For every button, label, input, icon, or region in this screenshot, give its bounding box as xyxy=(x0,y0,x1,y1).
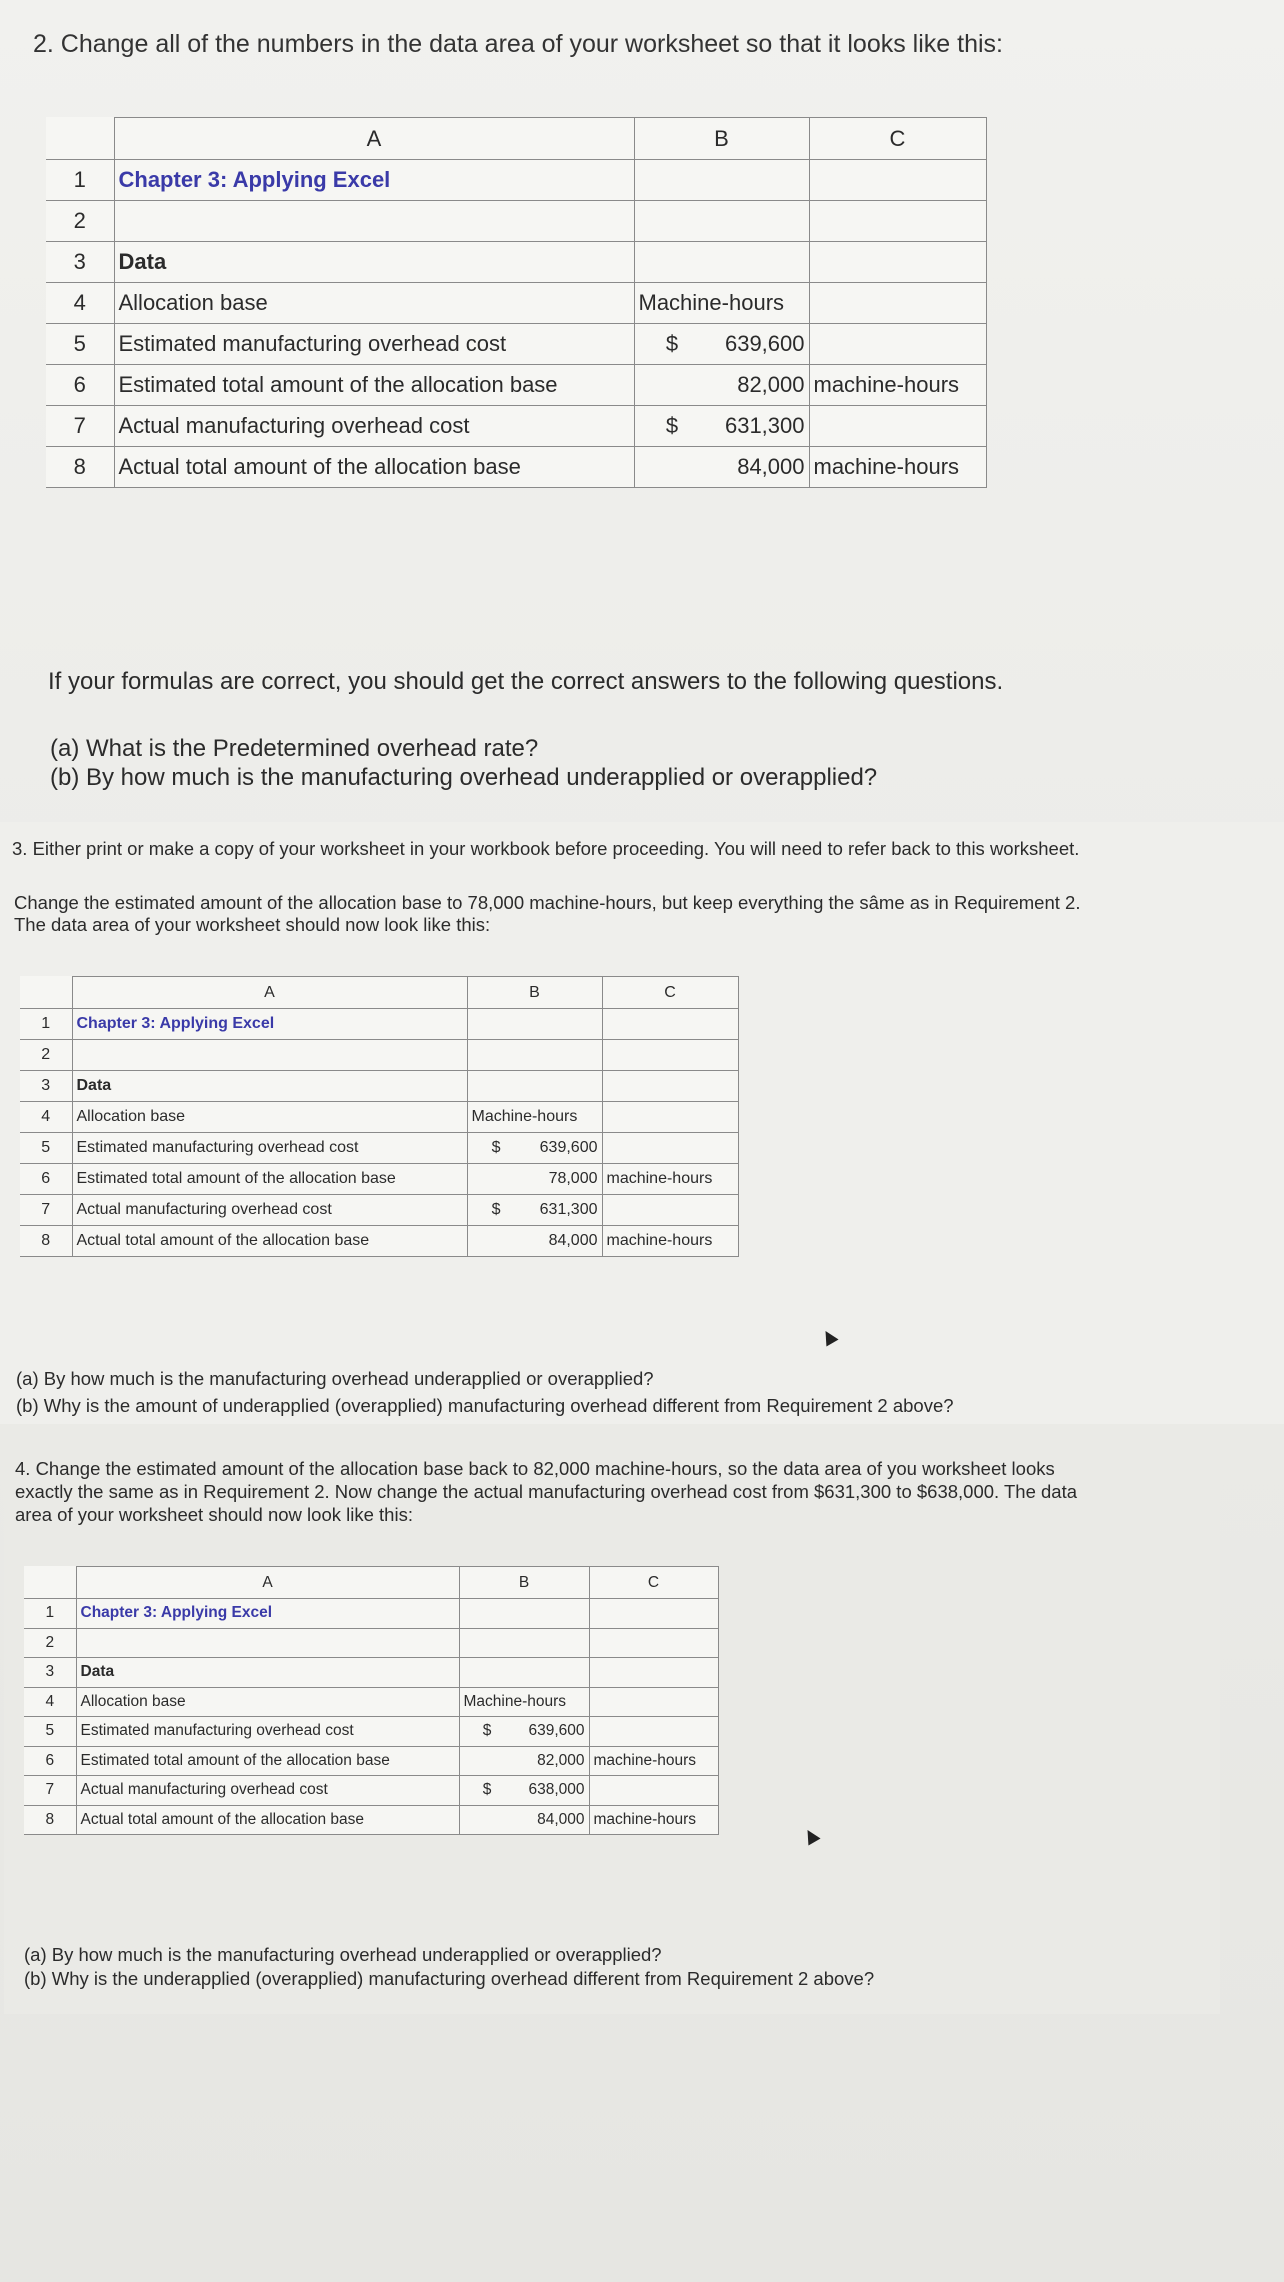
cell xyxy=(72,1040,467,1071)
worksheet-table-1 xyxy=(46,117,987,488)
col-header-c: C xyxy=(589,1567,718,1599)
est-overhead-value xyxy=(634,324,809,365)
req4-line3: area of your worksheet should now look like this: xyxy=(15,1504,413,1525)
cell xyxy=(634,160,809,201)
req2-intro: If your formulas are correct, you should get the correct answers to the following questions. xyxy=(48,668,1004,695)
cell xyxy=(459,1628,589,1658)
cell xyxy=(467,1071,602,1102)
col-header-b: B xyxy=(634,118,809,160)
col-header-b: B xyxy=(459,1567,589,1599)
row-number: 1 xyxy=(20,1009,72,1040)
cell xyxy=(467,1009,602,1040)
cell xyxy=(602,1071,738,1102)
act-total-value: 84,000 xyxy=(634,447,809,488)
data-label: Data xyxy=(72,1071,467,1102)
est-overhead-label: Estimated manufacturing overhead cost xyxy=(114,324,634,365)
amount: 639,600 xyxy=(724,331,805,356)
corner-cell xyxy=(24,1567,76,1599)
row-number: 3 xyxy=(46,242,114,283)
est-overhead-value xyxy=(467,1133,602,1164)
col-header-a: A xyxy=(72,977,467,1009)
cell xyxy=(589,1687,718,1717)
sheet-title: Chapter 3: Applying Excel xyxy=(72,1009,467,1040)
req4-question-a: (a) By how much is the manufacturing overhead underapplied or overapplied? xyxy=(24,1944,662,1965)
est-total-value: 82,000 xyxy=(634,365,809,406)
est-overhead-label: Estimated manufacturing overhead cost xyxy=(72,1133,467,1164)
req3-question-b: (b) Why is the amount of underapplied (overapplied) manufacturing overhead different from Requirement 2 above? xyxy=(16,1395,954,1416)
amount: 631,300 xyxy=(724,413,805,438)
est-total-label: Estimated total amount of the allocation base xyxy=(72,1164,467,1195)
cell xyxy=(634,201,809,242)
alloc-base-value: Machine-hours xyxy=(467,1102,602,1133)
cell xyxy=(809,242,986,283)
unit-label: machine-hours xyxy=(809,365,986,406)
dollar-sign: $ xyxy=(491,1139,501,1156)
req2-question-a: (a) What is the Predetermined overhead rate? xyxy=(50,735,539,762)
row-number: 6 xyxy=(20,1164,72,1195)
row-number: 7 xyxy=(46,406,114,447)
req4-question-b: (b) Why is the underapplied (overapplied) manufacturing overhead different from Requirement 2 above? xyxy=(24,1968,875,1989)
req2-question-b: (b) By how much is the manufacturing overhead underapplied or overapplied? xyxy=(50,764,878,791)
corner-cell xyxy=(46,118,114,160)
row-number: 7 xyxy=(20,1195,72,1226)
dollar-sign: $ xyxy=(491,1201,501,1218)
row-number: 4 xyxy=(20,1102,72,1133)
act-overhead-value xyxy=(634,406,809,447)
cell xyxy=(76,1628,459,1658)
col-header-c: C xyxy=(809,118,986,160)
est-overhead-label: Estimated manufacturing overhead cost xyxy=(76,1717,459,1747)
amount: 639,600 xyxy=(528,1722,585,1740)
cell xyxy=(809,160,986,201)
unit-label: machine-hours xyxy=(602,1226,738,1257)
sheet-title: Chapter 3: Applying Excel xyxy=(76,1599,459,1629)
cell xyxy=(809,283,986,324)
req3-line3: The data area of your worksheet should now look like this: xyxy=(14,914,491,935)
dollar-sign: $ xyxy=(665,413,679,438)
amount: 638,000 xyxy=(528,1781,585,1799)
row-number: 2 xyxy=(24,1628,76,1658)
col-header-a: A xyxy=(114,118,634,160)
dollar-sign: $ xyxy=(482,1722,492,1740)
cell xyxy=(809,201,986,242)
worksheet-table-2 xyxy=(20,976,739,1257)
req2-heading: 2. Change all of the numbers in the data area of your worksheet so that it looks like this: xyxy=(33,30,1003,58)
alloc-base-label: Allocation base xyxy=(114,283,634,324)
row-number: 5 xyxy=(46,324,114,365)
act-total-label: Actual total amount of the allocation base xyxy=(114,447,634,488)
row-number: 8 xyxy=(20,1226,72,1257)
cell xyxy=(589,1599,718,1629)
cell xyxy=(589,1658,718,1688)
act-total-value: 84,000 xyxy=(459,1805,589,1835)
alloc-base-label: Allocation base xyxy=(76,1687,459,1717)
cell xyxy=(602,1040,738,1071)
row-number: 8 xyxy=(24,1805,76,1835)
req4-line1: 4. Change the estimated amount of the allocation base back to 82,000 machine-hours, so the data area of you worksheet looks xyxy=(15,1458,1055,1479)
cell xyxy=(459,1599,589,1629)
cell xyxy=(589,1776,718,1806)
req3-line2: Change the estimated amount of the allocation base to 78,000 machine-hours, but keep everything the sâme as in Requirement 2. xyxy=(14,892,1081,913)
cell xyxy=(467,1040,602,1071)
cell xyxy=(589,1717,718,1747)
dollar-sign: $ xyxy=(482,1781,492,1799)
act-total-value: 84,000 xyxy=(467,1226,602,1257)
req3-question-a: (a) By how much is the manufacturing overhead underapplied or overapplied? xyxy=(16,1368,654,1389)
row-number: 1 xyxy=(24,1599,76,1629)
est-total-label: Estimated total amount of the allocation base xyxy=(114,365,634,406)
alloc-base-value: Machine-hours xyxy=(634,283,809,324)
est-total-value: 78,000 xyxy=(467,1164,602,1195)
cell xyxy=(114,201,634,242)
row-number: 8 xyxy=(46,447,114,488)
data-label: Data xyxy=(76,1658,459,1688)
req4-line2: exactly the same as in Requirement 2. Now change the actual manufacturing overhead cost from $631,300 to $638,000. The data xyxy=(15,1481,1078,1502)
row-number: 3 xyxy=(20,1071,72,1102)
sheet-title: Chapter 3: Applying Excel xyxy=(114,160,634,201)
cell xyxy=(459,1658,589,1688)
row-number: 2 xyxy=(20,1040,72,1071)
act-total-label: Actual total amount of the allocation base xyxy=(72,1226,467,1257)
act-overhead-value xyxy=(467,1195,602,1226)
col-header-c: C xyxy=(602,977,738,1009)
act-overhead-label: Actual manufacturing overhead cost xyxy=(114,406,634,447)
cell xyxy=(602,1133,738,1164)
cell xyxy=(634,242,809,283)
row-number: 2 xyxy=(46,201,114,242)
act-overhead-label: Actual manufacturing overhead cost xyxy=(72,1195,467,1226)
est-total-label: Estimated total amount of the allocation base xyxy=(76,1746,459,1776)
row-number: 7 xyxy=(24,1776,76,1806)
est-overhead-value xyxy=(459,1717,589,1747)
col-header-a: A xyxy=(76,1567,459,1599)
row-number: 6 xyxy=(24,1746,76,1776)
worksheet-table-3 xyxy=(24,1566,719,1835)
unit-label: machine-hours xyxy=(589,1746,718,1776)
cell xyxy=(602,1195,738,1226)
alloc-base-value: Machine-hours xyxy=(459,1687,589,1717)
row-number: 4 xyxy=(46,283,114,324)
cell xyxy=(809,324,986,365)
dollar-sign: $ xyxy=(665,331,679,356)
row-number: 5 xyxy=(20,1133,72,1164)
col-header-b: B xyxy=(467,977,602,1009)
act-total-label: Actual total amount of the allocation base xyxy=(76,1805,459,1835)
act-overhead-label: Actual manufacturing overhead cost xyxy=(76,1776,459,1806)
row-number: 1 xyxy=(46,160,114,201)
cell xyxy=(602,1102,738,1133)
row-number: 4 xyxy=(24,1687,76,1717)
data-label: Data xyxy=(114,242,634,283)
req3-line1: 3. Either print or make a copy of your worksheet in your workbook before proceeding. You will need to refer back to this worksheet. xyxy=(12,838,1080,859)
act-overhead-value xyxy=(459,1776,589,1806)
cell xyxy=(809,406,986,447)
est-total-value: 82,000 xyxy=(459,1746,589,1776)
unit-label: machine-hours xyxy=(602,1164,738,1195)
amount: 639,600 xyxy=(539,1139,598,1156)
cell xyxy=(589,1628,718,1658)
unit-label: machine-hours xyxy=(809,447,986,488)
row-number: 6 xyxy=(46,365,114,406)
amount: 631,300 xyxy=(539,1201,598,1218)
row-number: 5 xyxy=(24,1717,76,1747)
cell xyxy=(602,1009,738,1040)
row-number: 3 xyxy=(24,1658,76,1688)
alloc-base-label: Allocation base xyxy=(72,1102,467,1133)
corner-cell xyxy=(20,977,72,1009)
unit-label: machine-hours xyxy=(589,1805,718,1835)
